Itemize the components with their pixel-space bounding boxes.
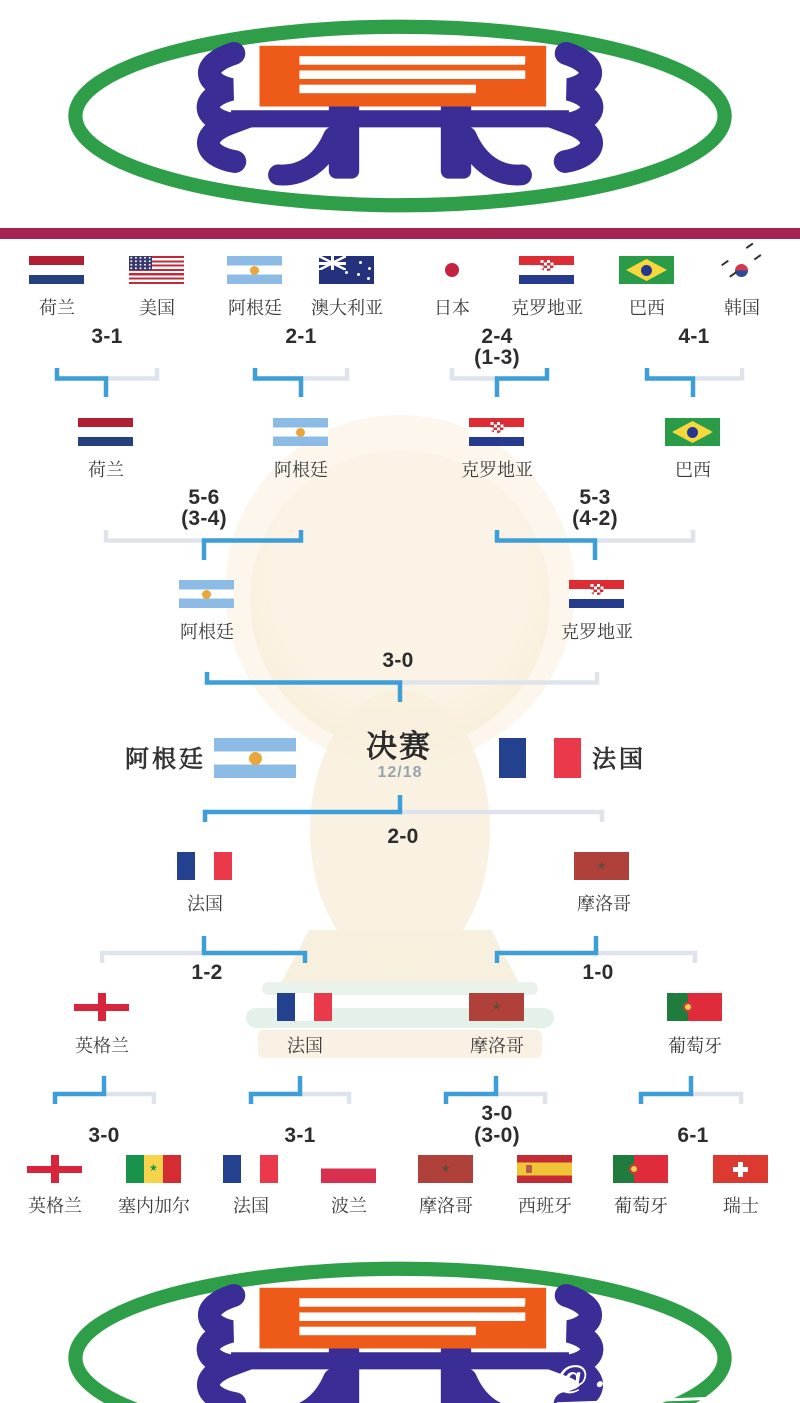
flag-brazil-icon	[619, 256, 674, 284]
brand-logo-top	[0, 4, 800, 228]
final-home-label: 阿根廷	[125, 746, 206, 773]
team-label: 阿根廷	[274, 460, 328, 480]
flag-argentina-icon	[227, 256, 282, 284]
connector-loser	[693, 368, 742, 379]
connector-winner	[204, 530, 301, 560]
team-label: 法国	[287, 1036, 323, 1056]
team-label: 波兰	[331, 1196, 367, 1216]
match-score: 4-1	[678, 325, 710, 348]
flag-argentina-icon	[273, 418, 328, 446]
connector-loser	[301, 368, 347, 379]
team-label: 荷兰	[39, 298, 75, 318]
penalty-score: (3-4)	[181, 507, 227, 530]
connector-winner	[647, 368, 693, 397]
penalty-score: (3-0)	[474, 1124, 520, 1147]
flag-morocco-icon	[418, 1155, 473, 1183]
match-score: 2-4	[481, 325, 513, 348]
match-score: 1-0	[582, 961, 614, 984]
team-label: 法国	[233, 1196, 269, 1216]
match-score: 3-0	[382, 649, 414, 672]
flag-senegal-icon	[126, 1155, 181, 1183]
flag-brazil-icon	[665, 418, 720, 446]
match-score: 3-1	[91, 325, 123, 348]
flag-spain-icon	[517, 1155, 572, 1183]
logo-right-leg	[441, 95, 471, 179]
connector-winner	[205, 795, 400, 822]
flag-croatia-icon	[519, 256, 574, 284]
connector-loser	[106, 368, 157, 379]
connector-winner	[251, 1076, 300, 1104]
connector-winner	[255, 368, 301, 397]
flag-france-icon	[223, 1155, 278, 1183]
match-score: 2-0	[387, 825, 419, 848]
flag-netherlands-icon	[78, 418, 133, 446]
connector-winner	[207, 672, 400, 702]
flag-australia-icon	[319, 256, 374, 284]
team-label: 荷兰	[88, 460, 124, 480]
team-label: 阿根廷	[228, 298, 282, 318]
flag-switzerland-icon	[713, 1155, 768, 1183]
team-label: 塞内加尔	[118, 1196, 190, 1216]
final-away-label: 法国	[592, 746, 646, 773]
connector-loser	[400, 672, 597, 683]
match-score: 3-0	[481, 1102, 513, 1125]
team-label: 法国	[187, 894, 223, 914]
match-score: 5-6	[188, 486, 220, 509]
final-date: 12/18	[377, 764, 423, 781]
match-score: 2-1	[285, 325, 317, 348]
team-label: 澳大利亚	[311, 298, 383, 318]
team-label: 克罗地亚	[461, 460, 533, 480]
flag-england-icon	[27, 1155, 82, 1183]
match-score: 6-1	[677, 1124, 709, 1147]
flag-poland-icon	[321, 1155, 376, 1183]
flag-portugal-icon	[667, 993, 722, 1021]
penalty-score: (4-2)	[572, 507, 618, 530]
match-score: 5-3	[579, 486, 611, 509]
separator-bar	[0, 228, 800, 239]
team-label: 克罗地亚	[511, 298, 583, 318]
flag-france-icon	[277, 993, 332, 1021]
flag-france-icon	[499, 738, 581, 778]
connector-loser	[400, 812, 602, 822]
team-label: 日本	[434, 298, 470, 318]
connector-winner	[641, 1076, 691, 1104]
flag-portugal-icon	[613, 1155, 668, 1183]
flag-morocco-icon	[574, 852, 629, 880]
flag-croatia-icon	[469, 418, 524, 446]
connector-winner	[497, 368, 547, 397]
match-score: 1-2	[191, 961, 223, 984]
team-label: 美国	[139, 298, 175, 318]
connector-winner	[57, 368, 106, 397]
flag-south-korea-icon	[714, 256, 769, 284]
logo-left-leg	[329, 95, 359, 179]
team-label: 克罗地亚	[561, 622, 633, 642]
connector-winner	[446, 1076, 496, 1104]
team-label: 阿根廷	[180, 622, 234, 642]
flag-morocco-icon	[469, 993, 524, 1021]
flag-japan-icon	[424, 256, 479, 284]
connector-loser	[300, 1094, 349, 1104]
connector-winner	[204, 936, 305, 963]
connector-loser	[102, 953, 204, 963]
connector-loser	[104, 1094, 154, 1104]
team-label: 葡萄牙	[668, 1036, 722, 1056]
match-score: 3-1	[284, 1124, 316, 1147]
team-label: 韩国	[724, 298, 760, 318]
flag-usa-icon	[129, 256, 184, 284]
connector-loser	[595, 530, 693, 541]
flag-argentina-icon	[179, 580, 234, 608]
connector-winner	[497, 936, 596, 963]
connector-loser	[691, 1094, 741, 1104]
flag-croatia-icon	[569, 580, 624, 608]
team-label: 摩洛哥	[419, 1196, 473, 1216]
team-label: 瑞士	[723, 1196, 759, 1216]
flag-netherlands-icon	[29, 256, 84, 284]
flag-england-icon	[74, 993, 129, 1021]
team-label: 巴西	[629, 298, 665, 318]
team-label: 巴西	[675, 460, 711, 480]
connector-winner	[497, 530, 595, 560]
team-label: 西班牙	[518, 1196, 572, 1216]
team-label: 摩洛哥	[470, 1036, 524, 1056]
connector-loser	[452, 368, 497, 379]
flag-argentina-icon	[214, 738, 296, 778]
final-title: 决赛	[366, 729, 432, 764]
penalty-score: (1-3)	[474, 346, 520, 369]
team-label: 英格兰	[75, 1036, 129, 1056]
team-label: 英格兰	[28, 1196, 82, 1216]
flag-france-icon	[177, 852, 232, 880]
team-label: 摩洛哥	[577, 894, 631, 914]
match-score: 3-0	[88, 1124, 120, 1147]
connector-winner	[55, 1076, 104, 1104]
connector-loser	[106, 530, 204, 541]
team-label: 葡萄牙	[614, 1196, 668, 1216]
signature-watermark: @…诸…	[555, 1344, 800, 1403]
